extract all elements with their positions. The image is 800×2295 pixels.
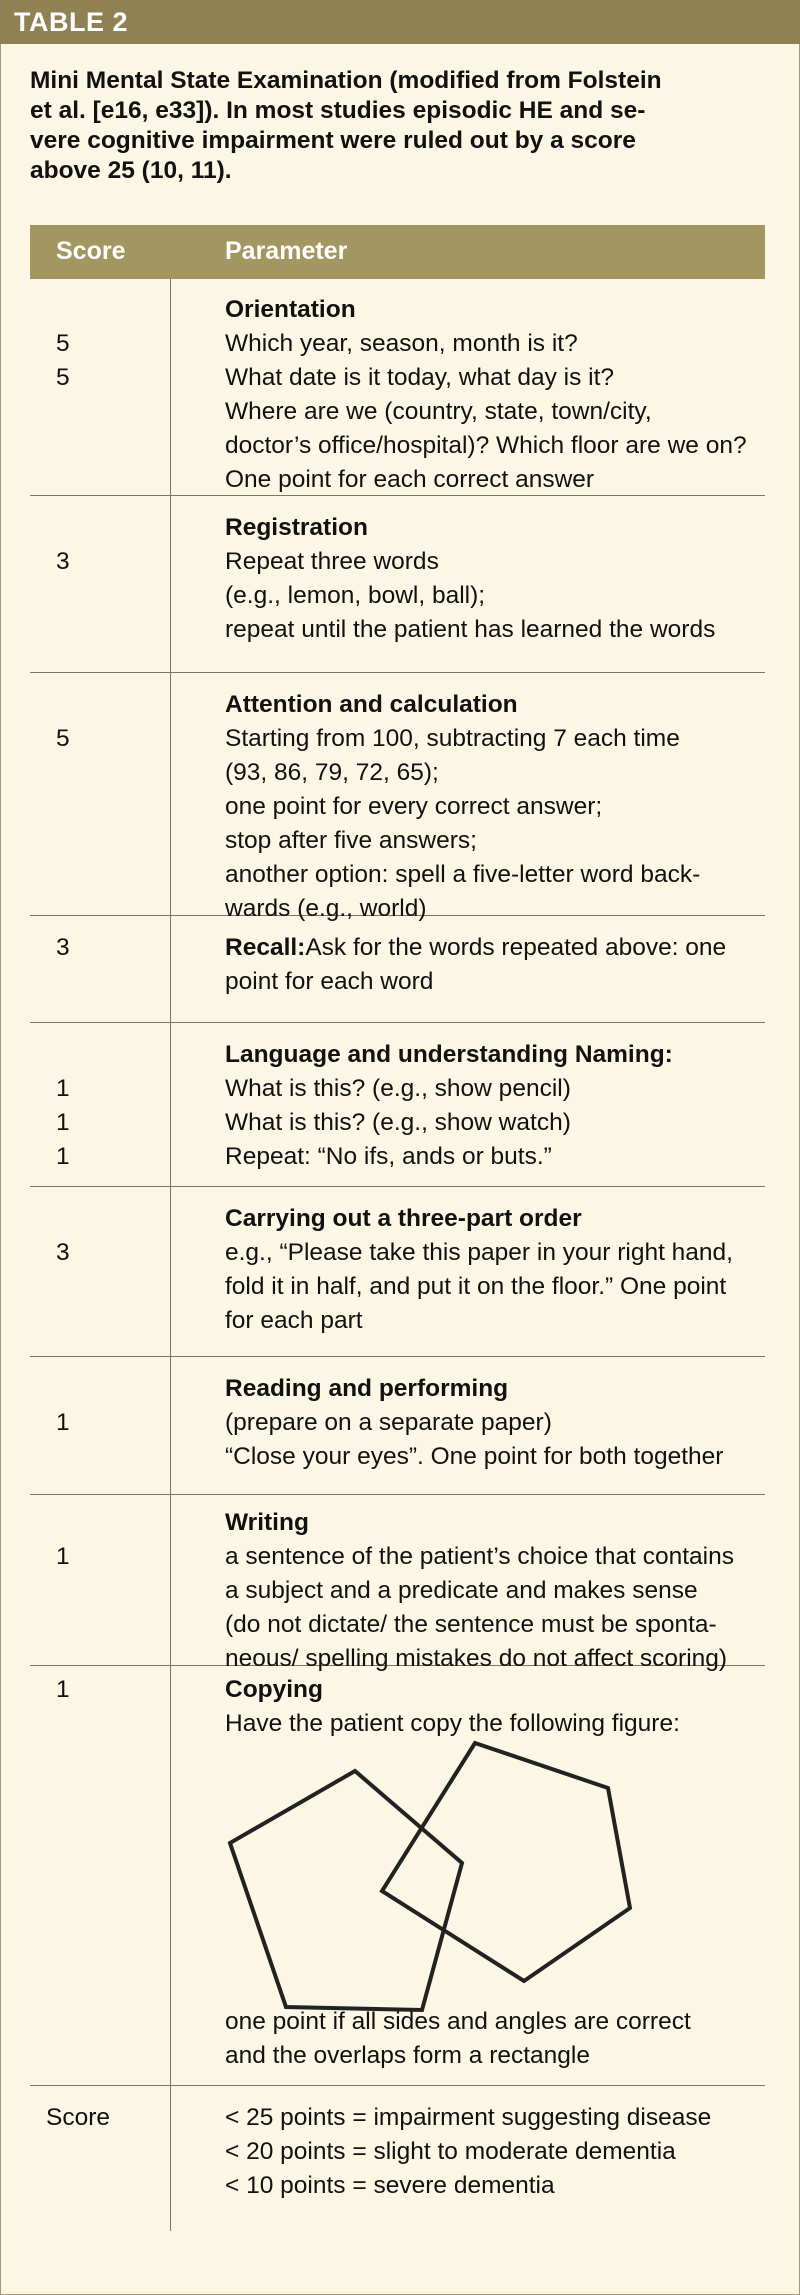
score-cell [56, 511, 176, 545]
score-cell: 5 [56, 364, 70, 391]
parameter-line: wards (e.g., world) [225, 895, 427, 922]
parameter-line: What is this? (e.g., show watch) [225, 1109, 571, 1136]
parameter-line: doctor’s office/hospital)? Which floor are we on? [225, 432, 747, 459]
column-header-parameter: Parameter [225, 237, 348, 265]
pentagon-right-shape [382, 1743, 630, 1981]
score-interpretation-line: < 25 points = impairment suggesting disease [225, 2104, 712, 2131]
parameter-line: Have the patient copy the following figure: [225, 1710, 680, 1737]
score-cell: 1 [56, 1143, 70, 1170]
parameter-line: Repeat: “No ifs, ands or buts.” [225, 1143, 552, 1170]
parameter-line: one point for every correct answer; [225, 793, 603, 820]
parameter-title: Recall: [225, 934, 306, 961]
table-row-orientation [30, 279, 765, 496]
parameter-line: What date is it today, what day is it? [225, 364, 615, 391]
parameter-title: Writing [225, 1509, 309, 1536]
parameter-line: for each part [225, 1307, 363, 1334]
caption-line: vere cognitive impairment were ruled out by a score [30, 127, 636, 154]
score-cell: 3 [56, 1239, 70, 1266]
table-row-attention [30, 672, 765, 922]
score-cell [56, 688, 176, 722]
score-cell: 3 [56, 934, 70, 961]
parameter-title: Attention and calculation [225, 691, 518, 718]
parameter-line: (do not dictate/ the sentence must be sponta- [225, 1611, 717, 1638]
parameter-title: Reading and performing [225, 1375, 509, 1402]
table-row-reading [30, 1356, 765, 1495]
caption-line: above 25 (10, 11). [30, 157, 232, 184]
score-cell [56, 1506, 176, 1540]
table-row-recall [30, 915, 765, 1023]
score-cell [56, 1372, 176, 1406]
parameter-line: Starting from 100, subtracting 7 each time [225, 725, 680, 752]
parameter-line: and the overlaps form a rectangle [225, 2042, 590, 2069]
score-interpretation-line: < 10 points = severe dementia [225, 2172, 555, 2199]
parameter-title: Copying [225, 1676, 323, 1703]
table-row-writing [30, 1494, 765, 1672]
parameter-line: point for each word [225, 968, 434, 995]
table-row-copying [30, 1665, 765, 2086]
score-cell [56, 1202, 176, 1236]
parameter-line: (e.g., lemon, bowl, ball); [225, 582, 486, 609]
score-cell [56, 1038, 176, 1072]
table-row-language [30, 1022, 765, 1187]
parameter-title: Orientation [225, 296, 356, 323]
parameter-line: stop after five answers; [225, 827, 477, 854]
parameter-line: fold it in half, and put it on the floor.” One point [225, 1273, 727, 1300]
parameter-line: a subject and a predicate and makes sense [225, 1577, 698, 1604]
parameter-line: (prepare on a separate paper) [225, 1409, 552, 1436]
pentagon-left-shape [230, 1771, 462, 2010]
score-cell: 1 [56, 1543, 70, 1570]
parameter-line: “Close your eyes”. One point for both together [225, 1443, 724, 1470]
parameter-line: What is this? (e.g., show pencil) [225, 1075, 571, 1102]
table-row-score [30, 2085, 765, 2231]
parameter-line: One point for each correct answer [225, 466, 595, 493]
parameter-title: Carrying out a three-part order [225, 1205, 582, 1232]
parameter-line: another option: spell a five-letter word back- [225, 861, 701, 888]
table-caption [30, 66, 750, 186]
parameter-line: e.g., “Please take this paper in your right hand, [225, 1239, 733, 1266]
score-interpretation-line: < 20 points = slight to moderate dementia [225, 2138, 676, 2165]
parameter-line: Repeat three words [225, 548, 439, 575]
score-cell: 1 [56, 1109, 70, 1136]
parameter-title: Registration [225, 514, 368, 541]
parameter-text: Ask for the words repeated above: one [305, 934, 727, 961]
parameter-line: neous/ spelling mistakes do not affect scoring) [225, 1645, 728, 1672]
parameter-line: (93, 86, 79, 72, 65); [225, 759, 439, 786]
score-cell: 5 [56, 330, 70, 357]
parameter-title-line [225, 931, 760, 965]
column-header-score: Score [56, 237, 126, 265]
table-header [30, 225, 765, 279]
table-row-three-part-order [30, 1186, 765, 1357]
score-cell [56, 293, 176, 327]
parameter-line: repeat until the patient has learned the words [225, 616, 716, 643]
score-cell: 5 [56, 725, 70, 752]
parameter-line: Where are we (country, state, town/city, [225, 398, 652, 425]
score-cell: 1 [56, 1409, 70, 1436]
parameter-title: Language and understanding Naming: [225, 1041, 673, 1068]
table-label: TABLE 2 [0, 0, 800, 44]
parameter-line: Which year, season, month is it? [225, 330, 578, 357]
score-cell: 3 [56, 548, 70, 575]
caption-line: Mini Mental State Examination (modified from Folstein [30, 67, 662, 94]
score-cell: Score [46, 2104, 111, 2131]
parameter-line: one point if all sides and angles are correct [225, 2008, 691, 2035]
table-row-registration [30, 495, 765, 673]
score-cell: 1 [56, 1676, 70, 1703]
caption-line: et al. [e16, e33]). In most studies episodic HE and se- [30, 97, 646, 124]
score-cell: 1 [56, 1075, 70, 1102]
parameter-line: a sentence of the patient’s choice that contains [225, 1543, 734, 1570]
